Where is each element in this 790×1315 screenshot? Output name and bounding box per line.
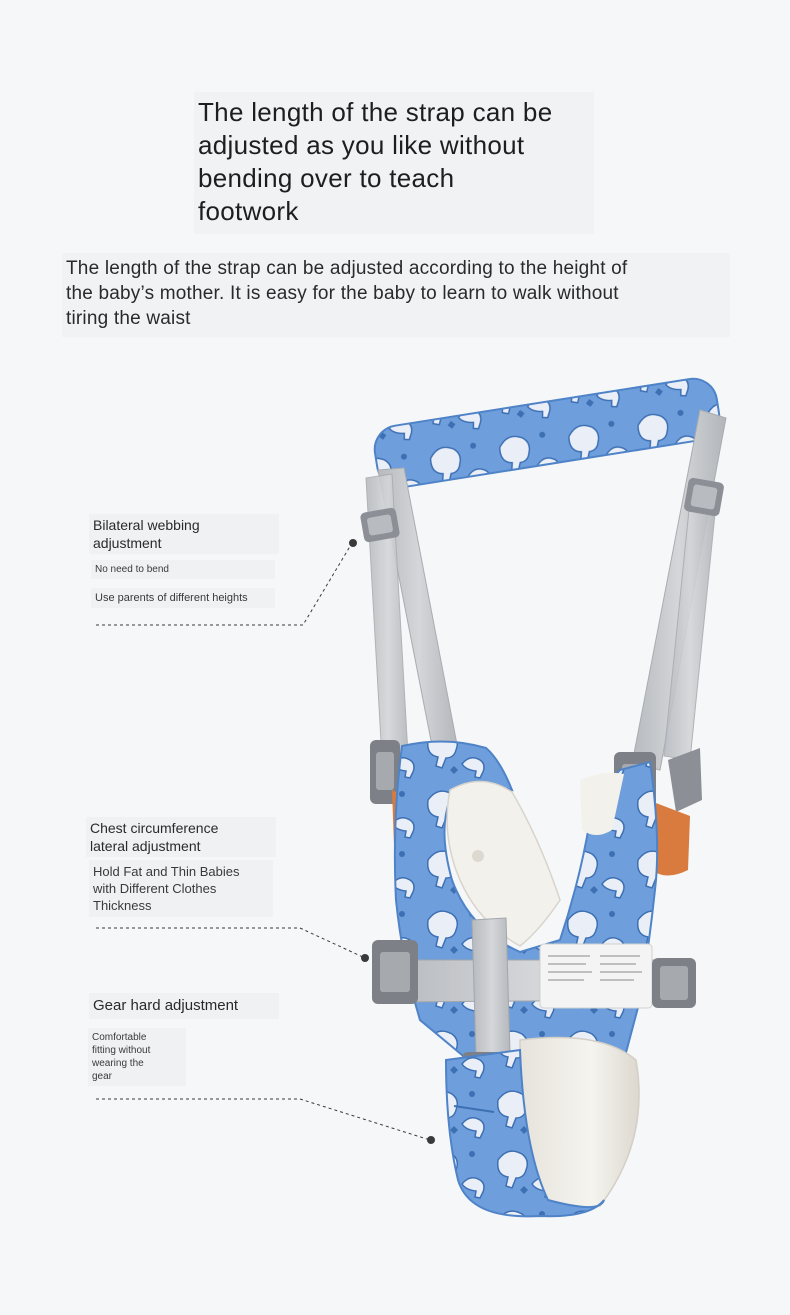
- padded-handle: [371, 375, 722, 490]
- callout-gear-note-line: Comfortable: [92, 1032, 147, 1043]
- leader-dot-gear: [427, 1136, 435, 1144]
- callout-chest-note-line: Hold Fat and Thin Babies: [93, 864, 240, 879]
- callout-chest-title-line: lateral adjustment: [90, 838, 201, 854]
- harness-vest: [395, 741, 657, 1070]
- leader-gear: [96, 1099, 430, 1140]
- callout-chest-note-line: with Different Clothes: [93, 881, 217, 896]
- subheading-line: the baby’s mother. It is easy for the baby to learn to walk without: [66, 283, 619, 304]
- callout-gear-note-line: fitting without: [92, 1045, 151, 1056]
- callout-webbing-title: [89, 514, 279, 554]
- leader-chest: [96, 928, 365, 958]
- callout-webbing-note-2: [91, 588, 275, 608]
- headline-line: adjusted as you like without: [198, 130, 525, 160]
- callout-gear-note-line: wearing the: [92, 1058, 144, 1069]
- callout-webbing-title-line: adjustment: [93, 535, 162, 551]
- callout-gear-title-line: Gear hard adjustment: [93, 997, 239, 1014]
- callout-chest-title: [86, 817, 276, 857]
- leg-support: [446, 1038, 639, 1217]
- headline-line: The length of the strap can be: [198, 97, 553, 127]
- callout-webbing-note-text: No need to bend: [95, 564, 169, 575]
- right-strap: [614, 410, 726, 816]
- callout-gear-note: [88, 1028, 186, 1086]
- callout-webbing-note-1: [91, 560, 275, 579]
- headline-line: bending over to teach: [198, 163, 455, 193]
- callout-chest-note-line: Thickness: [93, 898, 152, 913]
- callout-gear-note-line: gear: [92, 1071, 113, 1082]
- callout-chest-title-line: Chest circumference: [90, 820, 219, 836]
- leader-webbing: [96, 543, 352, 625]
- subheading-line: The length of the strap can be adjusted according to the height of: [66, 258, 628, 279]
- subheading-line: tiring the waist: [66, 308, 191, 329]
- callout-chest-note: [89, 860, 273, 917]
- callout-gear-title: [89, 993, 279, 1019]
- leader-dot-webbing: [349, 539, 357, 547]
- callout-webbing-note-text: Use parents of different heights: [95, 592, 248, 604]
- leader-dot-chest: [361, 954, 369, 962]
- care-label: [540, 944, 652, 1008]
- callout-webbing-title-line: Bilateral webbing: [93, 517, 200, 533]
- headline-line: footwork: [198, 196, 299, 226]
